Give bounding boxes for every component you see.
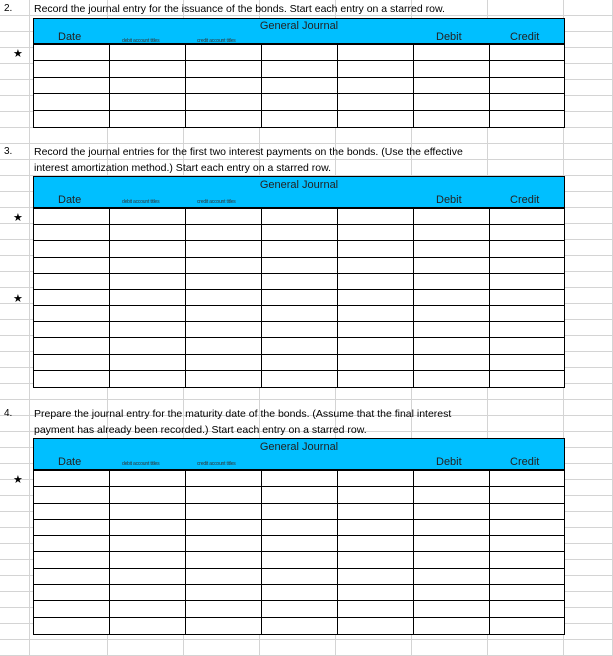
grid-cell[interactable] bbox=[564, 208, 613, 224]
grid-cell[interactable] bbox=[488, 416, 564, 432]
grid-cell[interactable] bbox=[564, 368, 613, 384]
grid-cell[interactable] bbox=[564, 544, 613, 560]
instruction-text bbox=[34, 1, 445, 17]
instruction-line: Record the journal entry for the issuance of the bonds. Start each entry on a starred row. bbox=[34, 3, 445, 15]
grid-cell[interactable] bbox=[108, 128, 184, 144]
grid-cell[interactable] bbox=[564, 48, 613, 64]
grid-cell[interactable] bbox=[0, 128, 30, 144]
grid-cell[interactable] bbox=[564, 64, 613, 80]
grid-cell[interactable] bbox=[564, 416, 613, 432]
column-divider bbox=[261, 209, 262, 387]
grid-cell[interactable] bbox=[0, 384, 30, 400]
grid-cell[interactable] bbox=[0, 96, 30, 112]
date-column-header: Date bbox=[58, 31, 82, 43]
grid-cell[interactable] bbox=[0, 432, 30, 448]
debit-account-header: debit account titles bbox=[122, 199, 160, 205]
grid-cell[interactable] bbox=[564, 128, 613, 144]
journal-entry-row[interactable] bbox=[34, 585, 564, 601]
grid-cell[interactable] bbox=[564, 496, 613, 512]
grid-cell[interactable] bbox=[0, 320, 30, 336]
journal-entry-row[interactable] bbox=[34, 78, 564, 94]
grid-cell[interactable] bbox=[564, 224, 613, 240]
grid-cell[interactable] bbox=[412, 640, 488, 656]
credit-column-header: Credit bbox=[510, 31, 540, 43]
grid-cell[interactable] bbox=[488, 640, 564, 656]
journal-title: General Journal bbox=[259, 441, 339, 453]
grid-cell[interactable] bbox=[564, 96, 613, 112]
column-divider bbox=[337, 471, 338, 634]
grid-cell[interactable] bbox=[0, 80, 30, 96]
journal-entry-row[interactable] bbox=[34, 371, 564, 387]
grid-cell[interactable] bbox=[0, 16, 30, 32]
grid-cell[interactable] bbox=[564, 560, 613, 576]
grid-cell[interactable] bbox=[0, 496, 30, 512]
grid-cell[interactable] bbox=[0, 224, 30, 240]
grid-cell[interactable] bbox=[0, 448, 30, 464]
grid-cell[interactable] bbox=[0, 272, 30, 288]
journal-entry-row[interactable] bbox=[34, 355, 564, 371]
grid-cell[interactable] bbox=[0, 240, 30, 256]
grid-cell[interactable] bbox=[564, 624, 613, 640]
section-number: 2. bbox=[4, 3, 13, 14]
credit-account-header: credit account titles bbox=[197, 461, 236, 467]
grid-cell[interactable] bbox=[564, 16, 613, 32]
grid-cell[interactable] bbox=[564, 192, 613, 208]
grid-cell[interactable] bbox=[564, 272, 613, 288]
journal-entry-row[interactable] bbox=[34, 111, 564, 127]
grid-cell[interactable] bbox=[564, 336, 613, 352]
grid-cell[interactable] bbox=[564, 0, 613, 16]
credit-account-header: credit account titles bbox=[197, 199, 236, 205]
grid-cell[interactable] bbox=[564, 176, 613, 192]
journal-entry-row[interactable] bbox=[34, 520, 564, 536]
star-icon: ★ bbox=[13, 211, 23, 224]
grid-cell[interactable] bbox=[0, 368, 30, 384]
grid-cell[interactable] bbox=[184, 640, 260, 656]
journal-entry-row[interactable] bbox=[34, 274, 564, 290]
debit-column-header: Debit bbox=[436, 456, 462, 468]
grid-cell[interactable] bbox=[0, 640, 30, 656]
grid-cell[interactable] bbox=[564, 80, 613, 96]
column-divider bbox=[261, 471, 262, 634]
credit-column-header: Credit bbox=[510, 456, 540, 468]
grid-cell[interactable] bbox=[488, 0, 564, 16]
grid-cell[interactable] bbox=[0, 608, 30, 624]
grid-cell[interactable] bbox=[564, 320, 613, 336]
journal-entry-row[interactable] bbox=[34, 601, 564, 617]
grid-cell[interactable] bbox=[0, 624, 30, 640]
grid-cell[interactable] bbox=[184, 128, 260, 144]
journal-entry-row[interactable] bbox=[34, 618, 564, 634]
grid-cell[interactable] bbox=[564, 448, 613, 464]
grid-cell[interactable] bbox=[488, 144, 564, 160]
grid-cell[interactable] bbox=[0, 176, 30, 192]
instruction-text bbox=[34, 144, 463, 176]
grid-cell[interactable] bbox=[0, 336, 30, 352]
grid-cell[interactable] bbox=[0, 512, 30, 528]
column-divider bbox=[413, 45, 414, 127]
journal-entry-row[interactable] bbox=[34, 61, 564, 77]
star-icon: ★ bbox=[13, 292, 23, 305]
grid-cell[interactable] bbox=[260, 128, 336, 144]
date-column-header: Date bbox=[58, 456, 82, 468]
grid-cell[interactable] bbox=[564, 288, 613, 304]
grid-cell[interactable] bbox=[0, 160, 30, 176]
column-divider bbox=[337, 45, 338, 127]
grid-cell[interactable] bbox=[0, 304, 30, 320]
column-divider bbox=[261, 45, 262, 127]
grid-cell[interactable] bbox=[564, 528, 613, 544]
credit-column-header: Credit bbox=[510, 194, 540, 206]
journal-entry-row[interactable] bbox=[34, 504, 564, 520]
section-number: 3. bbox=[4, 146, 13, 157]
column-divider bbox=[489, 471, 490, 634]
journal-header bbox=[33, 18, 565, 44]
grid-cell[interactable] bbox=[564, 608, 613, 624]
journal-entry-row[interactable] bbox=[34, 553, 564, 569]
grid-cell[interactable] bbox=[336, 128, 412, 144]
grid-cell[interactable] bbox=[564, 592, 613, 608]
column-divider bbox=[109, 471, 110, 634]
journal-body bbox=[33, 44, 565, 128]
grid-cell[interactable] bbox=[0, 256, 30, 272]
grid-cell[interactable] bbox=[0, 592, 30, 608]
grid-cell[interactable] bbox=[30, 128, 108, 144]
credit-account-header: credit account titles bbox=[197, 38, 236, 44]
column-divider bbox=[109, 209, 110, 387]
grid-cell[interactable] bbox=[108, 640, 184, 656]
grid-cell[interactable] bbox=[564, 32, 613, 48]
grid-cell[interactable] bbox=[564, 384, 613, 400]
grid-cell[interactable] bbox=[0, 528, 30, 544]
grid-cell[interactable] bbox=[564, 304, 613, 320]
grid-cell[interactable] bbox=[488, 160, 564, 176]
journal-body bbox=[33, 470, 565, 635]
grid-cell[interactable] bbox=[336, 640, 412, 656]
column-divider bbox=[489, 45, 490, 127]
grid-cell[interactable] bbox=[564, 400, 613, 416]
journal-body bbox=[33, 208, 565, 388]
debit-account-header: debit account titles bbox=[122, 461, 160, 467]
journal-entry-row[interactable] bbox=[34, 290, 564, 306]
journal-entry-row[interactable] bbox=[34, 258, 564, 274]
journal-header bbox=[33, 176, 565, 208]
grid-cell[interactable] bbox=[0, 544, 30, 560]
column-divider bbox=[489, 209, 490, 387]
grid-cell[interactable] bbox=[564, 576, 613, 592]
grid-cell[interactable] bbox=[564, 432, 613, 448]
journal-entry-row[interactable] bbox=[34, 322, 564, 338]
journal-entry-row[interactable] bbox=[34, 471, 564, 487]
grid-cell[interactable] bbox=[0, 112, 30, 128]
grid-cell[interactable] bbox=[564, 240, 613, 256]
journal-entry-row[interactable] bbox=[34, 209, 564, 225]
debit-account-header: debit account titles bbox=[122, 38, 160, 44]
grid-cell[interactable] bbox=[0, 192, 30, 208]
column-divider bbox=[413, 209, 414, 387]
journal-title: General Journal bbox=[259, 20, 339, 32]
grid-cell[interactable] bbox=[0, 64, 30, 80]
grid-cell[interactable] bbox=[0, 352, 30, 368]
journal-entry-row[interactable] bbox=[34, 536, 564, 552]
grid-cell[interactable] bbox=[30, 640, 108, 656]
grid-cell[interactable] bbox=[564, 144, 613, 160]
instruction-text bbox=[34, 406, 451, 438]
column-divider bbox=[185, 209, 186, 387]
debit-column-header: Debit bbox=[436, 194, 462, 206]
column-divider bbox=[185, 45, 186, 127]
section-number: 4. bbox=[4, 408, 13, 419]
grid-cell[interactable] bbox=[564, 160, 613, 176]
grid-cell[interactable] bbox=[564, 480, 613, 496]
grid-cell[interactable] bbox=[488, 400, 564, 416]
journal-entry-row[interactable] bbox=[34, 225, 564, 241]
grid-cell[interactable] bbox=[564, 256, 613, 272]
grid-cell[interactable] bbox=[488, 128, 564, 144]
column-divider bbox=[337, 209, 338, 387]
grid-cell[interactable] bbox=[564, 640, 613, 656]
instruction-line: payment has already been recorded.) Start each entry on a starred row. bbox=[34, 424, 367, 436]
grid-cell[interactable] bbox=[564, 352, 613, 368]
column-divider bbox=[185, 471, 186, 634]
grid-cell[interactable] bbox=[564, 112, 613, 128]
grid-cell[interactable] bbox=[0, 576, 30, 592]
grid-cell[interactable] bbox=[0, 32, 30, 48]
grid-cell[interactable] bbox=[0, 560, 30, 576]
journal-entry-row[interactable] bbox=[34, 338, 564, 354]
star-icon: ★ bbox=[13, 47, 23, 60]
journal-entry-row[interactable] bbox=[34, 487, 564, 503]
debit-column-header: Debit bbox=[436, 31, 462, 43]
journal-entry-row[interactable] bbox=[34, 94, 564, 110]
journal-entry-row[interactable] bbox=[34, 569, 564, 585]
grid-cell[interactable] bbox=[564, 512, 613, 528]
journal-entry-row[interactable] bbox=[34, 306, 564, 322]
journal-entry-row[interactable] bbox=[34, 241, 564, 257]
instruction-line: Prepare the journal entry for the maturity date of the bonds. (Assume that the final interest bbox=[34, 408, 452, 420]
column-divider bbox=[413, 471, 414, 634]
grid-cell[interactable] bbox=[260, 640, 336, 656]
grid-cell[interactable] bbox=[412, 128, 488, 144]
instruction-line: Record the journal entries for the first two interest payments on the bonds. (Use the effective bbox=[34, 146, 463, 158]
star-icon: ★ bbox=[13, 473, 23, 486]
grid-cell[interactable] bbox=[564, 464, 613, 480]
date-column-header: Date bbox=[58, 194, 82, 206]
journal-title: General Journal bbox=[259, 179, 339, 191]
instruction-line: interest amortization method.) Start each entry on a starred row. bbox=[34, 162, 332, 174]
journal-entry-row[interactable] bbox=[34, 45, 564, 61]
column-divider bbox=[109, 45, 110, 127]
journal-header bbox=[33, 438, 565, 470]
